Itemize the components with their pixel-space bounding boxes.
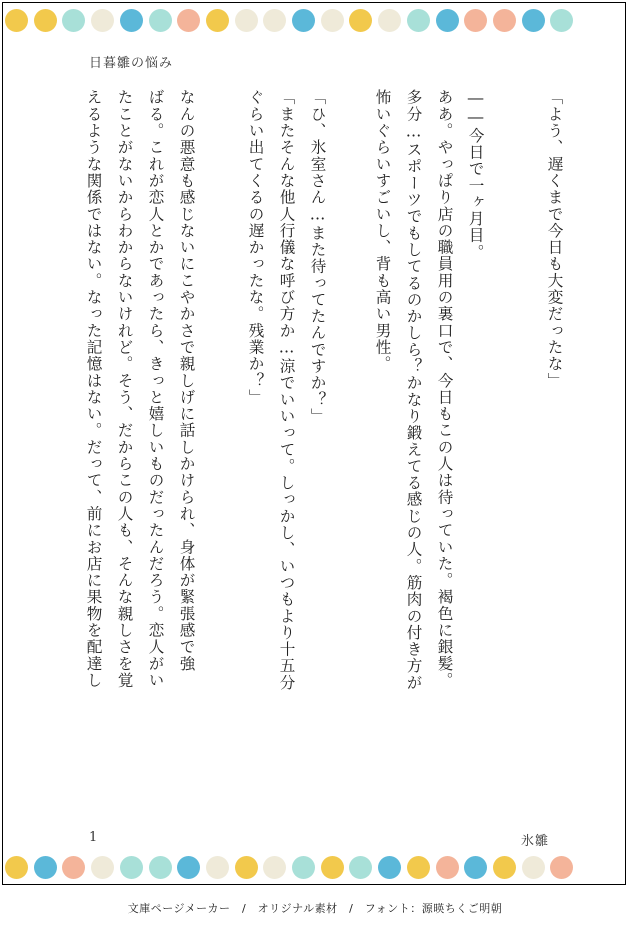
text-column: 「よう、遅くまで今日も大変だったな」 bbox=[545, 89, 564, 389]
text-column: 多分…スポーツでもしてるのかしら？かなり鍛えてる感じの人。筋肉の付き方が bbox=[404, 89, 423, 691]
text-column: ああ。やっぱり店の職員用の裏口で、今日もこの人は待っていた。褐色に銀髪。 bbox=[435, 89, 454, 689]
decorative-dot bbox=[436, 856, 459, 879]
decorative-dot bbox=[62, 9, 85, 32]
decorative-dot bbox=[292, 9, 315, 32]
page-frame bbox=[2, 2, 626, 885]
author-name: 氷雛 bbox=[520, 834, 549, 849]
decorative-dot bbox=[522, 9, 545, 32]
decorative-dot bbox=[349, 9, 372, 32]
text-column: ぐらい出てくるの遅かったな。残業か？」 bbox=[246, 89, 265, 406]
decorative-dot bbox=[62, 856, 85, 879]
top-dot-border bbox=[3, 9, 626, 33]
decorative-dot bbox=[407, 856, 430, 879]
decorative-dot bbox=[321, 9, 344, 32]
decorative-dot bbox=[34, 856, 57, 879]
decorative-dot bbox=[120, 9, 143, 32]
text-column: 「またそんな他人行儀な呼び方か…涼でいいって。しっかし、いつもより十五分 bbox=[277, 89, 296, 691]
text-column: 怖いぐらいすごいし、背も高い男性。 bbox=[373, 89, 392, 373]
credit-line: 文庫ページメーカー / オリジナル素材 / フォント：源暎ちくご明朝 bbox=[127, 902, 503, 915]
text-column: たことがないからわからないけれど。そう、だからこの人も、そんな親しさを覚 bbox=[115, 89, 134, 689]
decorative-dot bbox=[378, 856, 401, 879]
decorative-dot bbox=[206, 856, 229, 879]
decorative-dot bbox=[206, 9, 229, 32]
decorative-dot bbox=[550, 9, 573, 32]
text-column: なんの悪意も感じないにこやかさで親しげに話しかけられ、身体が緊張感で強 bbox=[177, 89, 196, 672]
decorative-dot bbox=[91, 9, 114, 32]
decorative-dot bbox=[263, 856, 286, 879]
bottom-dot-border bbox=[3, 856, 626, 880]
decorative-dot bbox=[493, 9, 516, 32]
decorative-dot bbox=[91, 856, 114, 879]
decorative-dot bbox=[378, 9, 401, 32]
decorative-dot bbox=[349, 856, 372, 879]
decorative-dot bbox=[120, 856, 143, 879]
decorative-dot bbox=[149, 9, 172, 32]
text-column: えるような関係ではない。なった記憶はない。だって、前にお店に果物を配達し bbox=[84, 89, 103, 689]
text-column: ばる。これが恋人とかであったら、きっと嬉しいものだったんだろう。恋人がい bbox=[146, 89, 165, 689]
decorative-dot bbox=[493, 856, 516, 879]
decorative-dot bbox=[292, 856, 315, 879]
decorative-dot bbox=[464, 9, 487, 32]
decorative-dot bbox=[550, 856, 573, 879]
decorative-dot bbox=[436, 9, 459, 32]
decorative-dot bbox=[149, 856, 172, 879]
decorative-dot bbox=[5, 856, 28, 879]
decorative-dot bbox=[464, 856, 487, 879]
decorative-dot bbox=[407, 9, 430, 32]
text-column: ――今日で一ヶ月目。 bbox=[466, 89, 485, 261]
decorative-dot bbox=[34, 9, 57, 32]
decorative-dot bbox=[321, 856, 344, 879]
decorative-dot bbox=[235, 856, 258, 879]
decorative-dot bbox=[177, 856, 200, 879]
decorative-dot bbox=[235, 9, 258, 32]
decorative-dot bbox=[177, 9, 200, 32]
decorative-dot bbox=[5, 9, 28, 32]
running-title: 日暮雛の悩み bbox=[89, 56, 174, 71]
page-number: 1 bbox=[89, 830, 98, 845]
decorative-dot bbox=[263, 9, 286, 32]
decorative-dot bbox=[522, 856, 545, 879]
text-column: 「ひ、氷室さん…また待ってたんですか？」 bbox=[308, 89, 327, 425]
